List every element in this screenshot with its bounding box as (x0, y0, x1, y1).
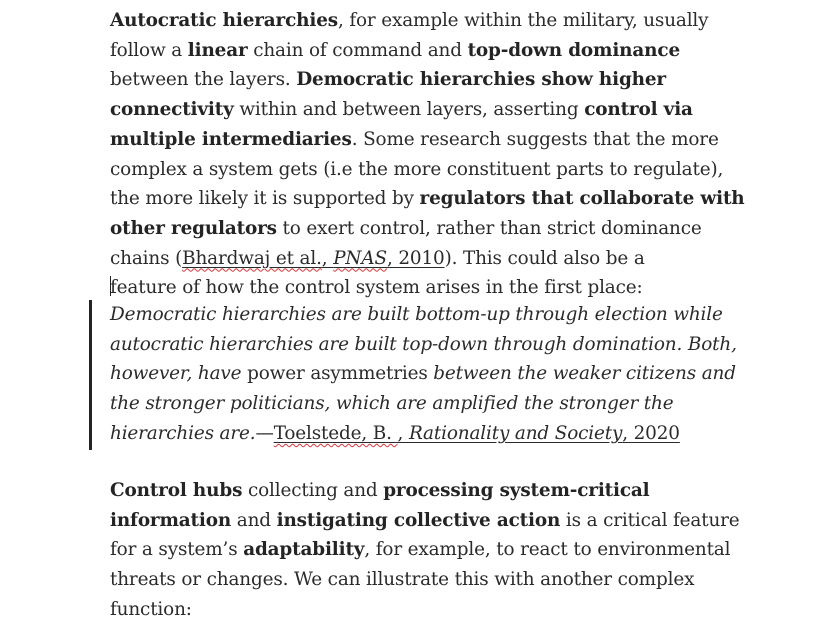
citation-link-bhardwaj[interactable] (182, 248, 444, 269)
quote-text (110, 300, 750, 449)
bold-regulators: regulators that collaborate with other regulators (110, 188, 745, 239)
source-journal: Rationality and Society (408, 422, 623, 444)
quote-dash: — (255, 422, 274, 444)
quote-italic-2: between the weaker citizens and the stronger politicians, which are amplified the stronger the hierarchies are. (110, 363, 736, 444)
bold-top-down-dominance: top-down dominance (467, 39, 680, 61)
text-span: feature of how the control system arises in the first place: (110, 277, 643, 299)
text-span: ). This could also be a (444, 247, 645, 269)
citation-sep: , (321, 247, 334, 269)
bold-adaptability: adaptability (243, 539, 365, 561)
text-span: and (231, 509, 277, 531)
text-span: collecting and (242, 480, 384, 501)
citation-year: , 2010 (386, 247, 445, 269)
text-span: is a critical feature for a system’s (110, 509, 740, 561)
source-year: , 2020 (622, 422, 680, 444)
citation-authors: Bhardwaj et al. (182, 247, 322, 269)
bold-collective-action: instigating collective action (276, 509, 561, 531)
quote-roman: power asymmetries (247, 363, 428, 385)
bold-democratic-hierarchies: Democratic hierarchies show higher connectivity (110, 69, 666, 121)
text-span: , for example, to react to environmental threats or changes. We can illustrate this with another complex function: (110, 539, 731, 620)
bold-linear: linear (187, 39, 248, 61)
text-span: within and between layers, asserting (233, 99, 585, 121)
bold-control-hubs: Control hubs (110, 480, 243, 501)
paragraph-control-hubs (110, 476, 750, 625)
text-span: to exert control, rather than strict dominance chains ( (110, 217, 702, 269)
citation-journal: PNAS (333, 247, 387, 269)
citation-link-toelstede[interactable] (274, 423, 680, 444)
text-span: chain of command and (247, 39, 468, 61)
source-author: Toelstede, B. (273, 422, 398, 444)
bold-autocratic-hierarchies: Autocratic hierarchies (110, 10, 338, 31)
text-span: between the layers. (110, 69, 297, 91)
blockquote (89, 300, 752, 450)
text-span: . Some research suggests that the more complex a system gets (i.e the more constituent parts to regulate), the more likely it is supported by (110, 128, 724, 210)
paragraph-hierarchies (110, 6, 750, 303)
bold-control-intermediaries: control via multiple intermediaries (110, 99, 693, 150)
quote-italic-1: Democratic hierarchies are built bottom-up through election while autocratic hierarchies are built top-down through domination. Both, however, have (110, 304, 737, 385)
source-sep: , (397, 422, 409, 444)
text-span: , for example within the military, usually follow a (110, 10, 709, 61)
bold-processing-info: processing system-critical information (110, 480, 650, 531)
